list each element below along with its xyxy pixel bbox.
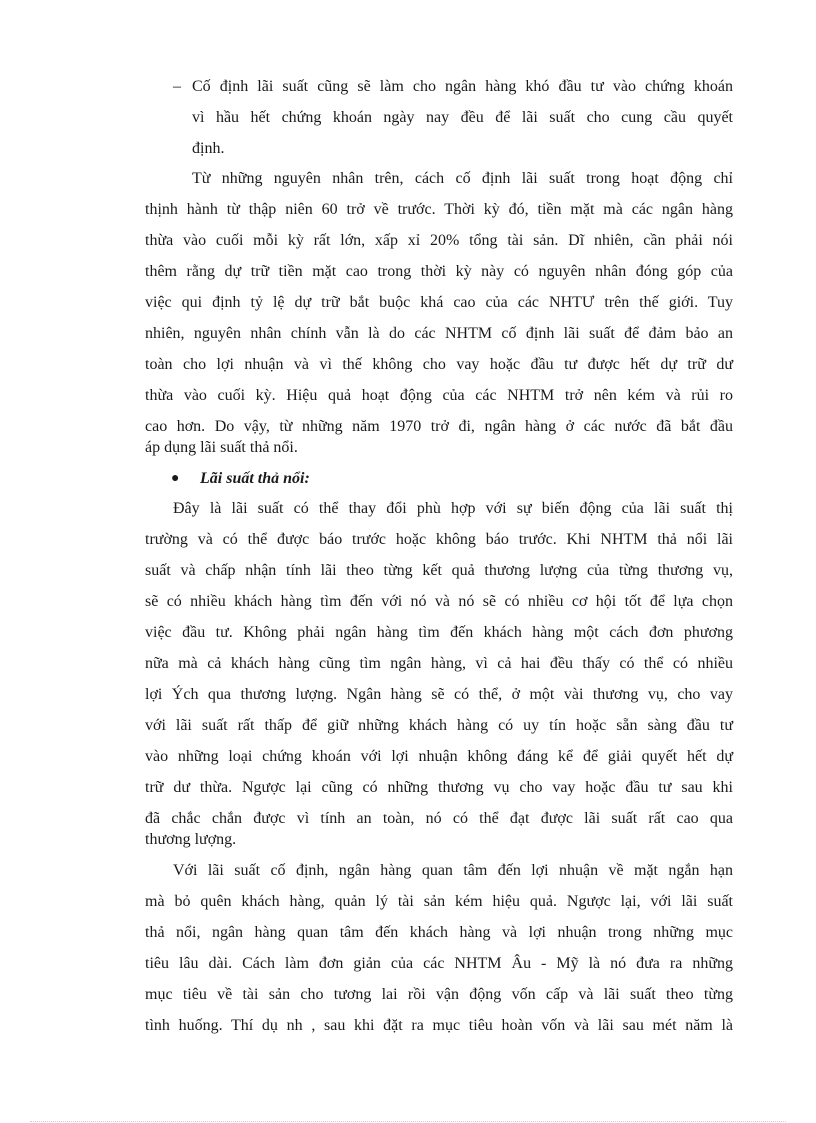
list-dash: – [173, 78, 181, 95]
paragraph-line: nữa mà cả khách hàng cũng tìm ngân hàng, vì cả hai đều thấy có thể có nhiều [145, 655, 733, 672]
bullet-icon: ● [171, 471, 180, 486]
paragraph-line: tiêu lâu dài. Cách làm đơn giản của các NHTM Âu - Mỹ là nó đưa ra những [145, 955, 733, 972]
paragraph-line: trữ dư thừa. Ngược lại cũng có những thương vụ cho vay hoặc đầu tư sau khi [145, 779, 733, 796]
list-item-line: định. [192, 140, 225, 157]
paragraph-line: thêm rằng dự trữ tiền mặt cao trong thời kỳ này có nguyên nhân đóng góp của [145, 263, 733, 280]
list-item-line: vì hầu hết chứng khoán ngày nay đều để lãi suất cho cung cầu quyết [192, 109, 733, 126]
paragraph-line: mà bỏ quên khách hàng, quản lý tài sản kém hiệu quả. Ngược lại, với lãi suất [145, 893, 733, 910]
paragraph-line: trường và có thể được báo trước hoặc không báo trước. Khi NHTM thả nổi lãi [145, 531, 733, 548]
paragraph-line: mục tiêu về tài sản cho tương lai rồi vận động vốn cấp và lãi suất theo từng [145, 986, 733, 1003]
paragraph-line: việc qui định tỷ lệ dự trữ bắt buộc khá cao của các NHTƯ trên thế giới. Tuy [145, 294, 733, 311]
section-heading: Lãi suất thả nổi: [200, 470, 310, 487]
paragraph-line: toàn cho lợi nhuận và vì thế không cho vay hoặc đầu tư được hết dự trữ dư [145, 356, 733, 373]
paragraph-line: với lãi suất rất thấp để giữ những khách hàng có uy tín hoặc sẵn sàng đầu tư [145, 717, 733, 734]
paragraph-line: thả nổi, ngân hàng quan tâm đến khách hàng và lợi nhuận trong những mục [145, 924, 733, 941]
paragraph-line: Từ những nguyên nhân trên, cách cố định lãi suất trong hoạt động chỉ [192, 170, 733, 187]
paragraph-line: áp dụng lãi suất thả nổi. [145, 439, 298, 456]
paragraph-line: suất và chấp nhận tính lãi theo từng kết quả thương lượng của từng thương vụ, [145, 562, 733, 579]
paragraph-line: việc đầu tư. Không phải ngân hàng tìm đến khách hàng một cách đơn phương [145, 624, 733, 641]
paragraph-line: Đây là lãi suất có thể thay đổi phù hợp với sự biến động của lãi suất thị [173, 500, 733, 517]
paragraph-line: nhiên, nguyên nhân chính vẫn là do các NHTM cố định lãi suất để đảm bảo an [145, 325, 733, 342]
paragraph-line: cao hơn. Do vậy, từ những năm 1970 trở đi, ngân hàng ở các nước đã bắt đầu [145, 418, 733, 435]
paragraph-line: đã chắc chắn được vì tính an toàn, nó có thể đạt được lãi suất rất cao qua [145, 810, 733, 827]
paragraph-line: thừa vào cuối kỳ. Hiệu quả hoạt động của các NHTM trở nên kém và rủi ro [145, 387, 733, 404]
page-bottom-divider [30, 1121, 786, 1122]
paragraph-line: thương lượng. [145, 831, 237, 848]
paragraph-line: lợi Ých qua thương lượng. Ngân hàng sẽ có thể, ở một vài thương vụ, cho vay [145, 686, 733, 703]
paragraph-line: sẽ có nhiều khách hàng tìm đến với nó và nó sẽ có nhiều cơ hội tốt để lựa chọn [145, 593, 733, 610]
list-item-line: Cố định lãi suất cũng sẽ làm cho ngân hàng khó đầu tư vào chứng khoán [192, 78, 733, 95]
paragraph-line: thừa vào cuối mỗi kỳ rất lớn, xấp xỉ 20% tổng tài sản. Dĩ nhiên, cần phải nói [145, 232, 733, 249]
paragraph-line: Với lãi suất cố định, ngân hàng quan tâm đến lợi nhuận về mặt ngắn hạn [173, 862, 733, 879]
paragraph-line: vào những loại chứng khoán với lợi nhuận không đáng kể để giải quyết hết dự [145, 748, 733, 765]
paragraph-line: thịnh hành từ thập niên 60 trở về trước. Thời kỳ đó, tiền mặt mà các ngân hàng [145, 201, 733, 218]
paragraph-line: tình huống. Thí dụ nh , sau khi đặt ra mục tiêu hoàn vốn và lãi sau mét năm là [145, 1017, 733, 1034]
